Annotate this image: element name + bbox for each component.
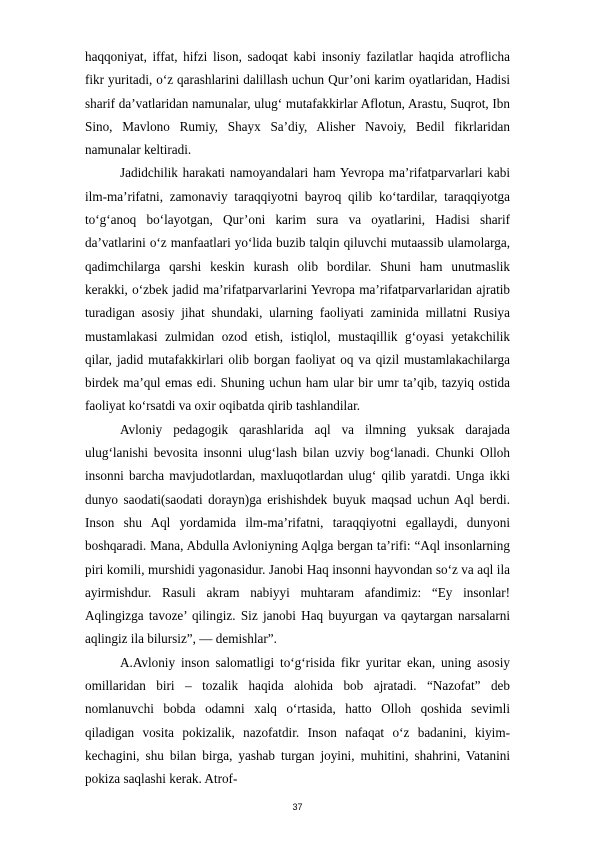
paragraph-4: A.Avloniy inson salomatligi to‘g‘risida fikr yuritar ekan, uning asosiy omillaridan biri – tozalik haqida alohida bob ajratadi. “Nazofat” deb nomlanuvchi bobda odamni xalq o‘rtasida, hatto Olloh qoshida sevimli qiladigan vosita pokizalik, nazofatdir. Inson nafaqat o‘z badanini, kiyim-kechagini, shu bilan birga, yashab turgan joyini, muhitini, shahrini, Vatanini pokiza saqlashi kerak. Atrof- (85, 654, 510, 787)
body-text (85, 45, 510, 791)
paragraph-2: Jadidchilik harakati namoyandalari ham Yevropa ma’rifatparvarlari kabi ilm-ma’rifatni, zamonaviy taraqqiyotni bayroq qilib ko‘tardilar, taraqqiyotga to‘g‘anoq bo‘layotgan, Qur’oni karim sura va oyatlarini, Hadisi sharif da’vatlarini o‘z manfaatlari yo‘lida buzib talqin qiluvchi mutaassib ulamolarga, qadimchilarga qarshi keskin kurash olib bordilar. Shuni ham unutmaslik kerakki, o‘zbek jadid ma’rifatparvarlarini Yevropa ma’rifatparvarlaridan ajratib turadigan asosiy jihat shundaki, ularning faoliyati zaminida millatni Rusiya mustamlakasi zulmidan ozod etish, istiqlol, mustaqillik g‘oyasi yetakchilik qilar, jadid mutafakkirlari olib borgan faoliyat oq va qizil mustamlakachilarga birdek ma’qul emas edi. Shuning uchun ham ular bir umr ta’qib, tazyiq ostida faoliyat ko‘rsatdi va oxir oqibatda qirib tashlandilar. (85, 165, 510, 414)
paragraph-3: Avloniy pedagogik qarashlarida aql va ilmning yuksak darajada ulug‘lanishi bevosita insonni ulug‘lash bilan uzviy bog‘lanadi. Chunki Olloh insonni barcha mavjudotlardan, maxluqotlardan ulug‘ qilib yaratdi. Unga ikki dunyo saodati(saodati dorayn)ga erishishdek buyuk maqsad uchun Aql berdi. Inson shu Aql yordamida ilm-ma’rifatni, taraqqiyotni egallaydi, dunyoni boshqaradi. Mana, Abdulla Avloniyning Aqlga bergan ta’rifi: “Aql insonlarning piri komili, murshidi yagonasidur. Janobi Haq insonni hayvondan so‘z va aql ila ayirmishdur. Rasuli akram nabiyyi muhtaram afandimiz: “Ey insonlar! Aqlingizga tavoze’ qilingiz. Siz janobi Haq buyurgan va qaytargan narsalarni aqlingiz ila bilursiz”, — demishlar”. (85, 421, 510, 647)
page-number: 37 (292, 802, 303, 812)
paragraph-1: haqqoniyat, iffat, hifzi lison, sadoqat kabi insoniy fazilatlar haqida atroflicha fikr yuritadi, o‘z qarashlarini dalillash uchun Qur’oni karim oyatlaridan, Hadisi sharif da’vatlaridan namunalar, ulug‘ mutafakkirlar Aflotun, Arastu, Suqrot, Ibn Sino, Mavlono Rumiy, Shayx Sa’diy, Alisher Navoiy, Bedil fikrlaridan namunalar keltiradi. (85, 49, 510, 158)
